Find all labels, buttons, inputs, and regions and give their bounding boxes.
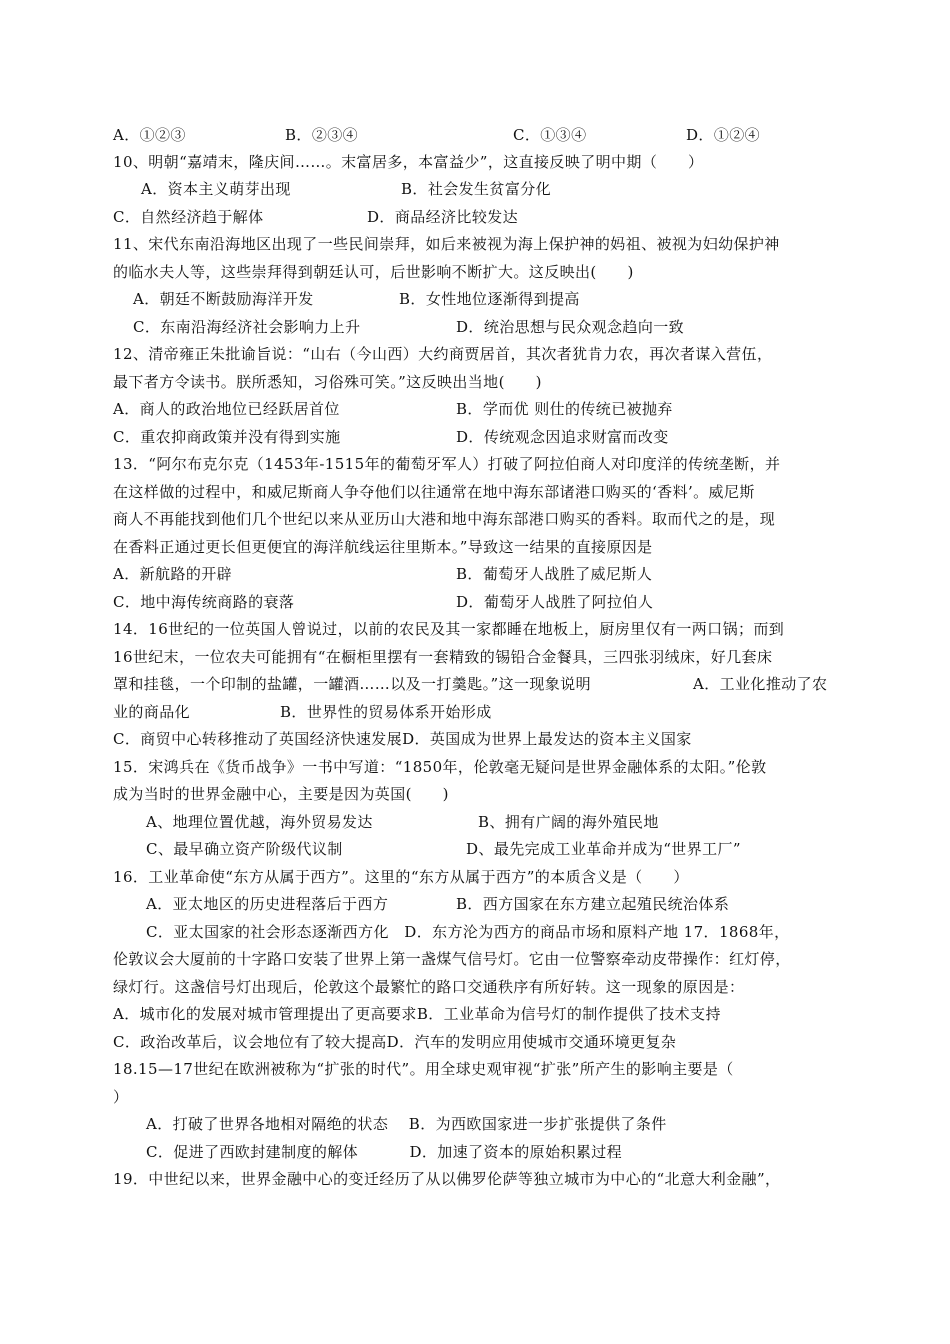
question-14-stem-line1: 14．16世纪的一位英国人曾说过，以前的农民及其一家都睡在地板上，厨房里仅有一两口锅；而到 — [113, 620, 785, 638]
question-18-stem-line1: 18.15—17世纪在欧洲被称为“扩张的时代”。用全球史观审视“扩张”所产生的影响主要是（ — [113, 1060, 734, 1078]
question-18-options-ab: A．打破了世界各地相对隔绝的状态 B．为西欧国家进一步扩张提供了条件 — [146, 1115, 667, 1133]
question-11-option-c: C．东南沿海经济社会影响力上升 — [133, 318, 361, 336]
question-19-stem-line1: 19．中世纪以来，世界金融中心的变迁经历了从以佛罗伦萨等独立城市为中心的“北意大利金融”， — [113, 1170, 781, 1188]
question-12-option-a: A．商人的政治地位已经跃居首位 — [113, 400, 340, 418]
option-c: C．①③④ — [513, 126, 587, 144]
question-12-option-c: C．重农抑商政策并没有得到实施 — [113, 428, 341, 446]
question-12-option-d: D．传统观念因追求财富而改变 — [456, 428, 669, 446]
question-16-option-a: A．亚太地区的历史进程落后于西方 — [146, 895, 389, 913]
question-14-stem-line2: 16世纪末，一位农夫可能拥有“在橱柜里摆有一套精致的锡铅合金餐具，三四张羽绒床，好几套床 — [113, 648, 773, 666]
question-17-stem-line3: 绿灯行。这盏信号灯出现后，伦敦这个最繁忙的路口交通秩序有所好转。这一现象的原因是： — [113, 978, 745, 996]
question-12-stem-line2: 最下者方令读书。朕所悉知，习俗殊可笑。”这反映出当地( ) — [113, 373, 542, 391]
option-b: B．②③④ — [285, 126, 359, 144]
question-13-stem-line2: 在这样做的过程中，和威尼斯商人争夺他们以往通常在地中海东部诸港口购买的‘香料’。威尼斯 — [113, 483, 755, 501]
question-17-options-ab: A．城市化的发展对城市管理提出了更高要求B．工业革命为信号灯的制作提供了技术支持 — [113, 1005, 721, 1023]
question-10-option-c: C．自然经济趋于解体 — [113, 208, 264, 226]
question-16-option-b: B．西方国家在东方建立起殖民统治体系 — [456, 895, 730, 913]
question-10-option-b: B．社会发生贫富分化 — [401, 180, 552, 198]
question-14-stem-line3: 罩和挂毯，一个印制的盐罐，一罐酒……以及一打羹匙。”这一现象说明 — [113, 675, 591, 693]
question-11-option-a: A．朝廷不断鼓励海洋开发 — [133, 290, 314, 308]
question-17-options-cd: C．政治改革后，议会地位有了较大提高D．汽车的发明应用使城市交通环境更复杂 — [113, 1033, 677, 1051]
question-14-option-a: A．工业化推动了农 — [693, 675, 828, 693]
question-12-stem-line1: 12、清帝雍正朱批谕旨说：“山右（今山西）大约商贾居首，其次者犹肯力农，再次者谋入营伍， — [113, 345, 773, 363]
question-11-stem-line2: 的临水夫人等，这些崇拜得到朝廷认可，后世影响不断扩大。这反映出( ) — [113, 263, 634, 281]
question-13-stem-line4: 在香料正通过更长但更便宜的海洋航线运往里斯本。”导致这一结果的直接原因是 — [113, 538, 653, 556]
question-13-option-b: B．葡萄牙人战胜了威尼斯人 — [456, 565, 653, 583]
question-15-stem-line2: 成为当时的世界金融中心，主要是因为英国( ) — [113, 785, 449, 803]
question-13-stem-line1: 13．“阿尔布克尔克（1453年-1515年的葡萄牙军人）打破了阿拉伯商人对印度洋的传统垄断，并 — [113, 455, 781, 473]
question-17-stem-line2: 伦敦议会大厦前的十字路口安装了世界上第一盏煤气信号灯。它由一位警察牵动皮带操作：红灯停， — [113, 950, 791, 968]
question-18-stem-line2: ） — [113, 1088, 129, 1106]
question-18-options-cd: C．促进了西欧封建制度的解体 D．加速了资本的原始积累过程 — [146, 1143, 623, 1161]
question-15-option-b: B、拥有广阔的海外殖民地 — [478, 813, 659, 831]
option-a: A．①②③ — [113, 126, 186, 144]
question-13-option-c: C．地中海传统商路的衰落 — [113, 593, 295, 611]
question-11-stem-line1: 11、宋代东南沿海地区出现了一些民间崇拜，如后来被视为海上保护神的妈祖、被视为妇幼保护神 — [113, 235, 780, 253]
question-10-option-d: D．商品经济比较发达 — [367, 208, 519, 226]
question-11-option-d: D．统治思想与民众观念趋向一致 — [456, 318, 685, 336]
question-16-stem: 16．工业革命使“东方从属于西方”。这里的“东方从属于西方”的本质含义是（ ） — [113, 868, 689, 886]
question-15-option-a: A、地理位置优越，海外贸易发达 — [146, 813, 373, 831]
question-13-option-a: A．新航路的开辟 — [113, 565, 233, 583]
question-15-stem-line1: 15．宋鸿兵在《货币战争》一书中写道：“1850年，伦敦毫无疑问是世界金融体系的太阳。”伦敦 — [113, 758, 767, 776]
question-10-stem: 10、明朝“嘉靖末，隆庆间……。末富居多，本富益少”，这直接反映了明中期（ ） — [113, 153, 704, 171]
question-10-option-a: A．资本主义萌芽出现 — [141, 180, 291, 198]
question-13-option-d: D．葡萄牙人战胜了阿拉伯人 — [456, 593, 654, 611]
question-12-option-b: B．学而优 则仕的传统已被抛弃 — [456, 400, 673, 418]
question-16-options-cd: C．亚太国家的社会形态逐渐西方化 D．东方沦为西方的商品市场和原料产地 17．1868年， — [146, 923, 790, 941]
question-14-option-b: B．世界性的贸易体系开始形成 — [280, 703, 492, 721]
question-13-stem-line3: 商人不再能找到他们几个世纪以来从亚历山大港和地中海东部港口购买的香料。取而代之的是，现 — [113, 510, 776, 528]
question-15-option-d: D、最先完成工业革命并成为“世界工厂” — [466, 840, 741, 858]
option-d: D．①②④ — [686, 126, 761, 144]
question-14-option-a-cont: 业的商品化 — [113, 703, 191, 721]
question-14-options-cd: C．商贸中心转移推动了英国经济快速发展D．英国成为世界上最发达的资本主义国家 — [113, 730, 692, 748]
question-15-option-c: C、最早确立资产阶级代议制 — [146, 840, 343, 858]
question-11-option-b: B．女性地位逐渐得到提高 — [399, 290, 580, 308]
